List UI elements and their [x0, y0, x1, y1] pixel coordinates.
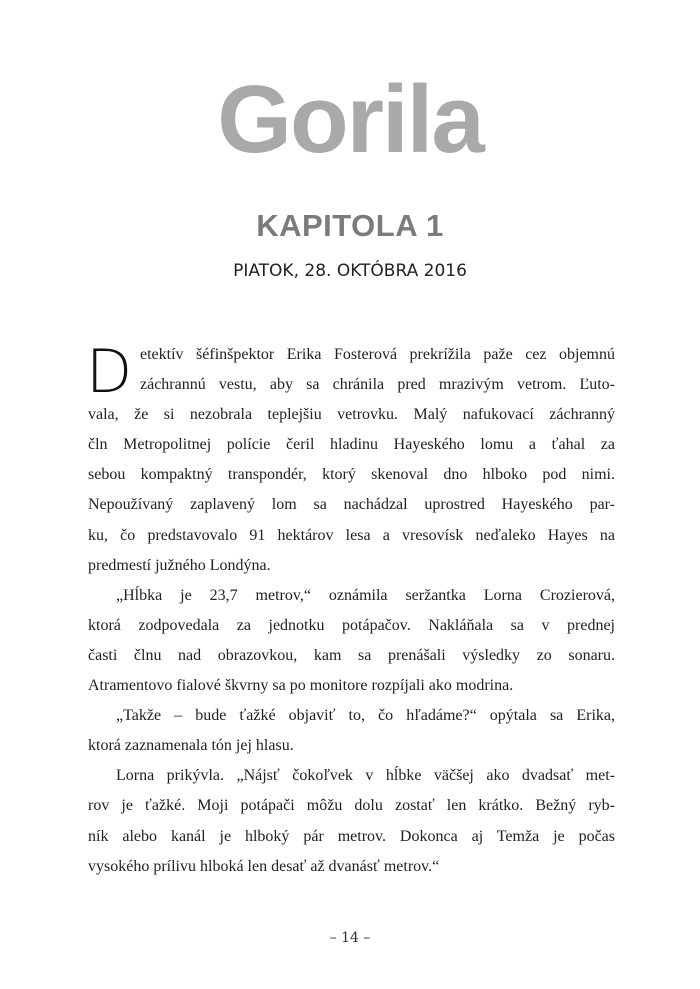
text-line: predmestí južného Londýna. — [88, 556, 271, 574]
text-line: ktorá zodpovedala za jednotku potápačov. Nakláňala sa v prednej — [88, 616, 615, 634]
text-line: ník alebo kanál je hlboký pár metrov. Dokonca aj Temža je počas — [88, 827, 615, 845]
text-line: čln Metropolitnej polície čeril hladinu Hayeského lomu a ťahal za — [88, 436, 615, 454]
paragraph — [88, 701, 615, 761]
paragraph — [88, 761, 615, 881]
paragraph — [86, 337, 615, 581]
text-line: ktorá zaznamenala tón jej hlasu. — [88, 737, 294, 755]
watermark-logo: Gorila — [217, 66, 483, 173]
text-line: Nepoužívaný zaplavený lom sa nachádzal uprostred Hayeského par- — [88, 496, 615, 514]
drop-cap: D — [86, 337, 133, 407]
text-line: vysokého prílivu hlboká len desať až dvanásť metrov.“ — [88, 857, 440, 875]
chapter-date: PIATOK, 28. OKTÓBRA 2016 — [233, 261, 467, 281]
text-line: rov je ťažké. Moji potápači môžu dolu zostať len krátko. Bežný ryb- — [88, 797, 615, 815]
text-line: ku, čo predstavovalo 91 hektárov lesa a vresovísk neďaleko Hayes na — [88, 526, 615, 544]
text-line: etektív šéfinšpektor Erika Fosterová prekrížila paže cez objemnú — [140, 346, 615, 363]
page-number: – 14 – — [329, 930, 371, 946]
text-line: záchrannú vestu, aby sa chránila pred mrazivým vetrom. Ľuto- — [140, 376, 615, 394]
text-line: „Hĺbka je 23,7 metrov,“ oznámila seržantka Lorna Crozierová, — [116, 586, 615, 604]
text-line: Lorna prikývla. „Nájsť čokoľvek v hĺbke väčšej ako dvadsať met- — [116, 767, 615, 785]
text-line: „Takže – bude ťažké objaviť to, čo hľadáme?“ opýtala sa Erika, — [116, 707, 615, 725]
chapter-title: KAPITOLA 1 — [256, 208, 444, 243]
text-line: sebou kompaktný transpondér, ktorý skenoval dno hlboko pod nimi. — [88, 466, 615, 484]
text-line: vala, že si nezobrala teplejšiu vetrovku. Malý nafukovací záchranný — [88, 406, 615, 424]
text-line: Atramentovo fialové škvrny sa po monitore rozpíjali ako modrina. — [88, 677, 514, 695]
body-text — [86, 337, 615, 882]
paragraph — [88, 581, 615, 701]
text-line: časti člnu nad obrazovkou, kam sa prenášali výsledky zo sonaru. — [88, 646, 615, 664]
